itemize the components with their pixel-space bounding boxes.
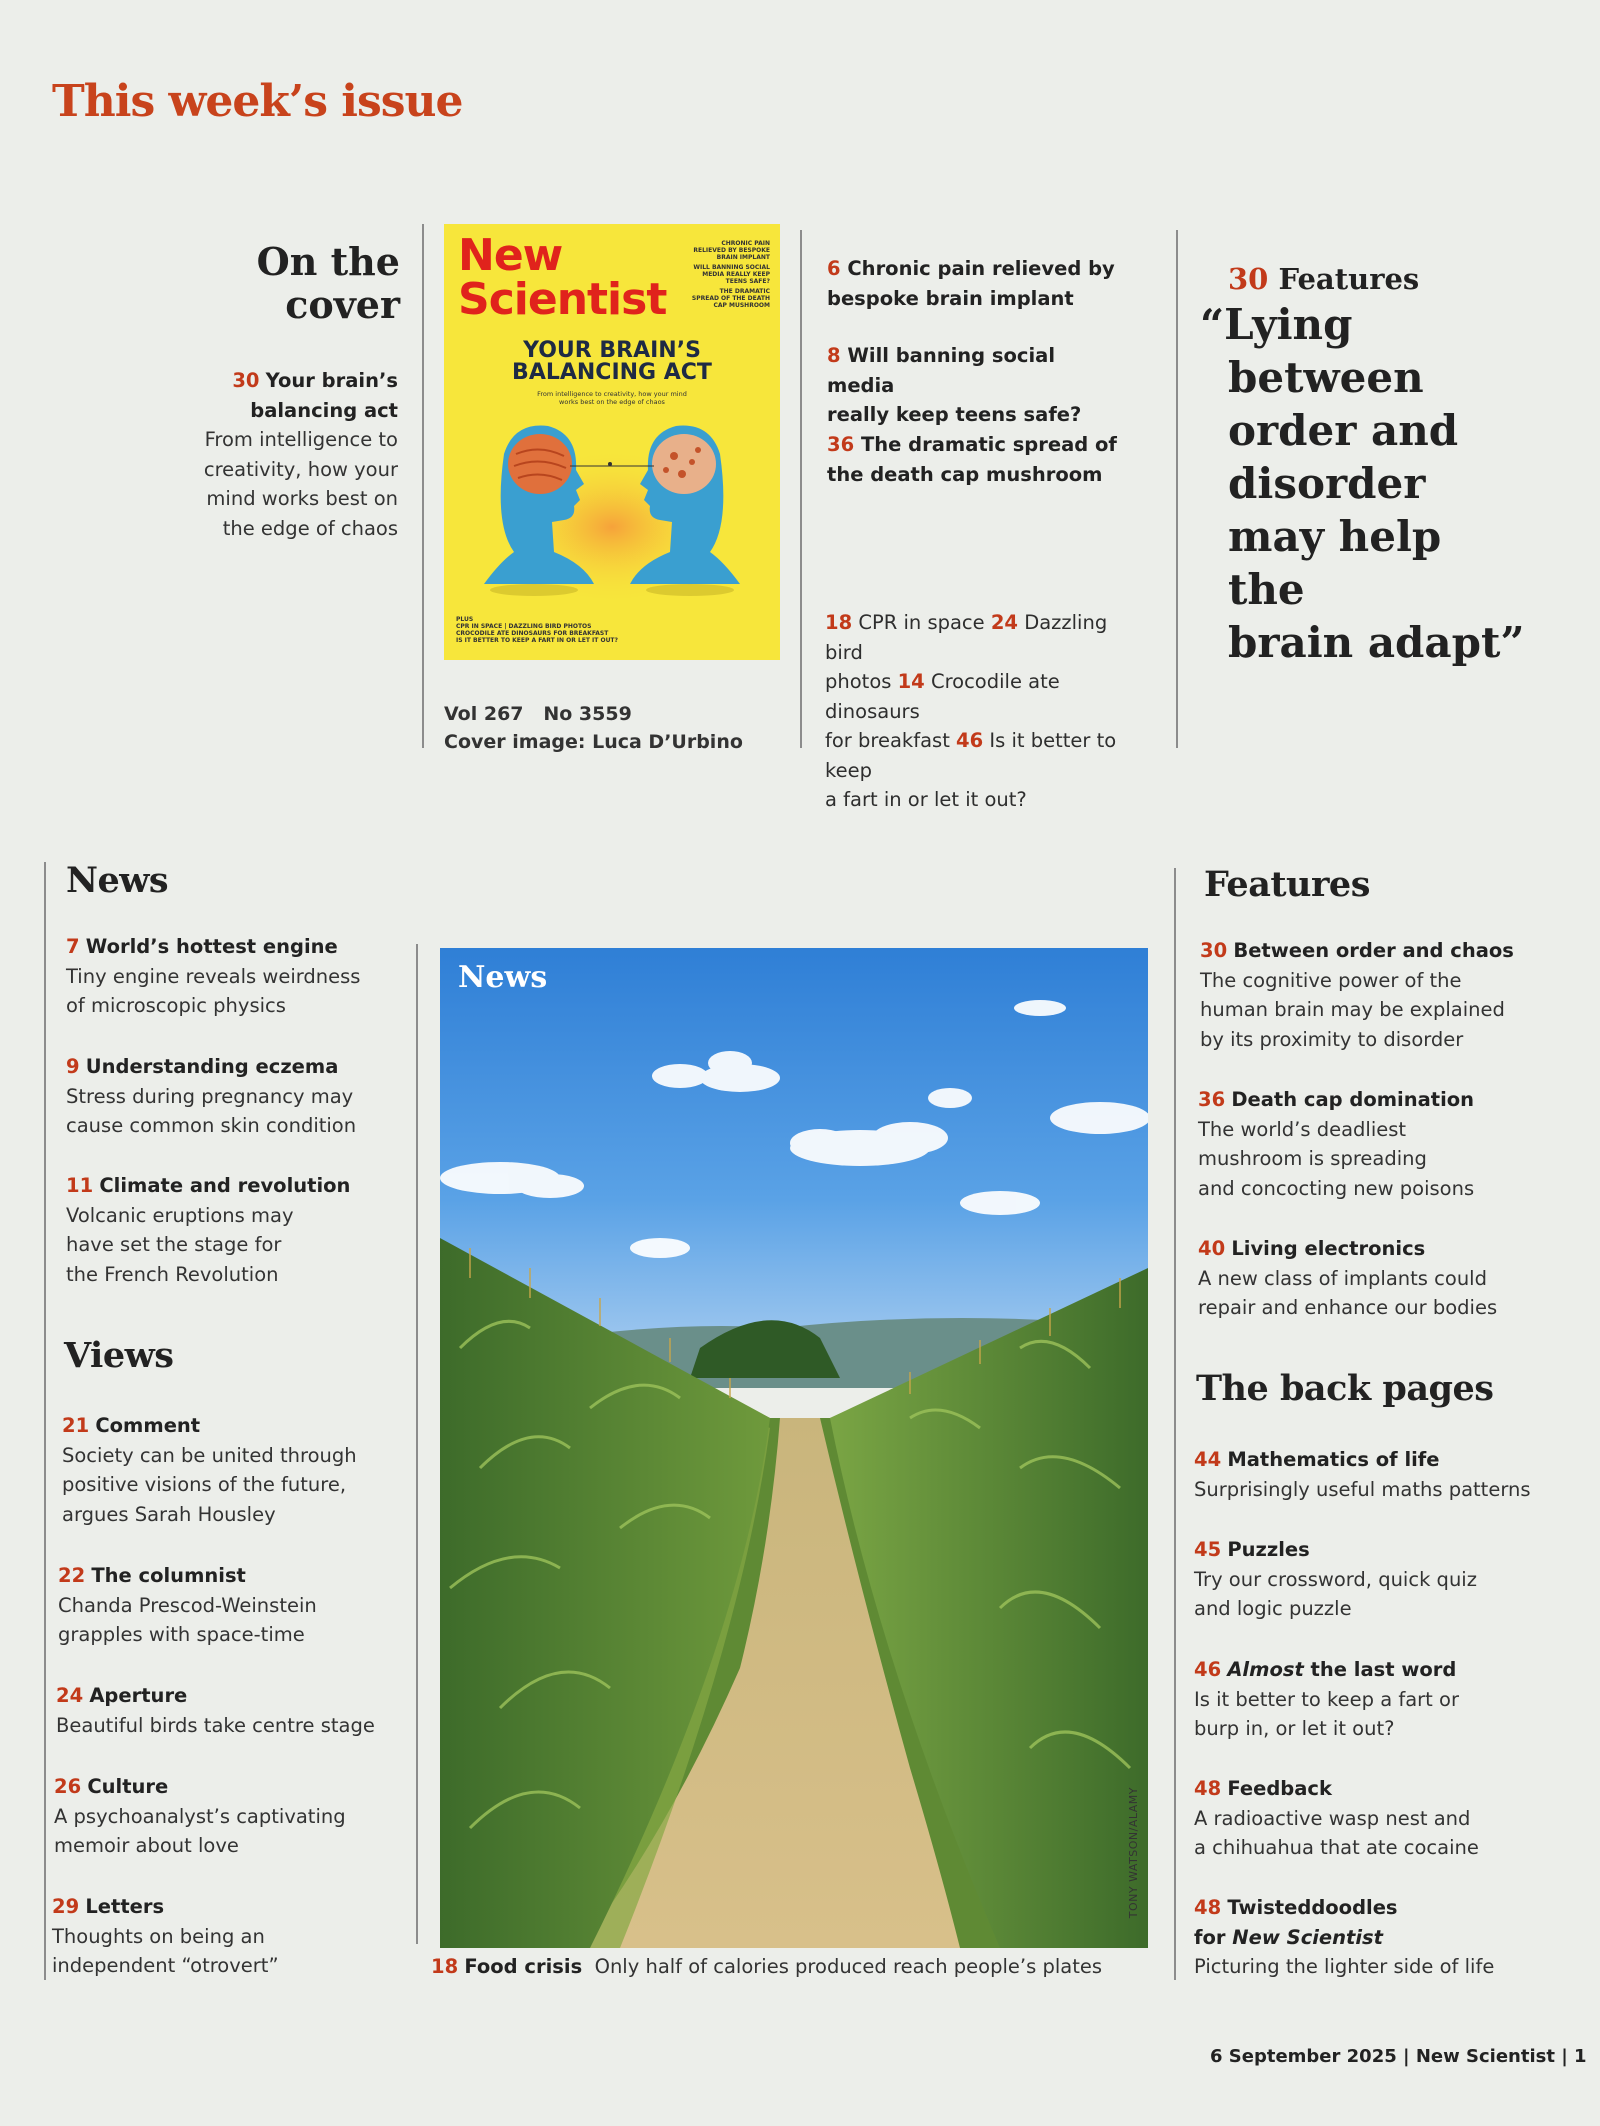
features-item-desc: A new class of implants could [1198, 1266, 1487, 1290]
news-item-desc: Tiny engine reveals weirdness [66, 964, 361, 988]
views-item-title: Aperture [89, 1684, 188, 1707]
back-pages-item-title: Twisteddoodles [1227, 1896, 1398, 1919]
cover-teaser: CAP MUSHROOM [713, 302, 770, 309]
cover-story-line-1: Will banning social media [827, 344, 1056, 397]
title-prefix: for [1194, 1925, 1233, 1949]
news-item-desc: of microscopic physics [66, 994, 286, 1017]
news-item-desc: have set the stage for [66, 1233, 282, 1256]
page-number: 21 [62, 1414, 90, 1437]
quote-line: between [1228, 353, 1424, 402]
quote-line: “Lying [1200, 300, 1353, 349]
back-pages-item-title: Feedback [1227, 1777, 1332, 1800]
column-divider [1174, 868, 1176, 1980]
column-divider [800, 230, 802, 748]
page-number: 40 [1198, 1237, 1226, 1260]
back-pages-item-title [1227, 1658, 1456, 1681]
views-item-desc: Thoughts on being an [52, 1924, 265, 1948]
cover-story-line-2: the death cap mushroom [827, 462, 1103, 486]
news-item-desc: Volcanic eruptions may [66, 1203, 294, 1227]
views-item-title: Culture [87, 1775, 169, 1798]
feature-quote-section: Features [1278, 262, 1420, 296]
more-title: photos [825, 670, 892, 693]
section-heading-back-pages: The back pages [1196, 1368, 1494, 1409]
section-heading-features: Features [1204, 864, 1370, 905]
news-photo-cornfield-path[interactable] [440, 948, 1148, 1948]
on-the-cover-heading-line-1: On the [256, 239, 400, 284]
cover-story-title [827, 254, 1127, 284]
cover-logo-line-2: Scientist [458, 274, 667, 325]
views-item-desc: memoir about love [54, 1834, 239, 1857]
features-item-desc: The cognitive power of the [1200, 968, 1462, 992]
cover-teaser: MEDIA REALLY KEEP [702, 271, 770, 278]
on-the-cover-heading [230, 240, 400, 326]
more-line-4: a fart in or let it out? [825, 788, 1027, 811]
page-number: 26 [54, 1775, 82, 1798]
page-number: 22 [58, 1564, 86, 1587]
more-title: Dazzling bird [825, 611, 1108, 664]
back-pages-item-title: Puzzles [1227, 1538, 1310, 1561]
cover-lead-desc-4: the edge of chaos [222, 516, 398, 540]
features-item[interactable] [1200, 936, 1514, 1054]
back-pages-item[interactable] [1194, 1535, 1477, 1624]
title-emphasis: New Scientist [1232, 1925, 1383, 1949]
back-pages-item[interactable] [1194, 1445, 1531, 1504]
column-divider [1176, 230, 1178, 748]
back-pages-item-desc: Try our crossword, quick quiz [1194, 1567, 1477, 1591]
news-item-title: World’s hottest engine [85, 935, 338, 958]
more-title: for breakfast [825, 729, 950, 752]
more-line-2 [825, 667, 1145, 726]
cover-story-title [827, 341, 1127, 400]
cover-lead-desc-1: From intelligence to [204, 428, 398, 451]
views-item-desc: grapples with space-time [58, 1623, 305, 1646]
back-pages-item[interactable] [1194, 1655, 1459, 1744]
views-item-title: Letters [85, 1895, 165, 1918]
cover-story-36[interactable] [827, 430, 1127, 489]
news-item[interactable] [66, 932, 360, 1021]
page-number: 7 [66, 935, 80, 958]
page-number: 30 [1228, 262, 1269, 296]
photo-section-label: News [458, 960, 548, 995]
cover-story-8[interactable] [827, 341, 1127, 430]
back-pages-item-desc: A radioactive wasp nest and [1194, 1806, 1471, 1830]
back-pages-item-desc: and logic puzzle [1194, 1597, 1352, 1620]
page-number: 45 [1194, 1538, 1222, 1561]
features-item[interactable] [1198, 1085, 1474, 1203]
page-number: 24 [990, 611, 1018, 634]
page-number: 30 [232, 369, 260, 392]
more-title: Is it better to keep [825, 729, 1117, 782]
page-number: 11 [66, 1174, 94, 1197]
back-pages-item-desc: Picturing the lighter side of life [1194, 1955, 1495, 1978]
cover-logo [458, 230, 667, 325]
page-title: This week’s issue [52, 76, 463, 127]
cover-lead-story [150, 366, 398, 543]
more-line-1 [825, 608, 1145, 667]
cover-subhead-line-2: works best on the edge of chaos [559, 398, 665, 406]
features-item[interactable] [1198, 1234, 1497, 1323]
cover-story-line-2: bespoke brain implant [827, 286, 1074, 310]
cover-story-line-1: Chronic pain relieved by [847, 257, 1115, 280]
views-item-desc: Chanda Prescod-Weinstein [58, 1593, 317, 1617]
feature-quote-label [1228, 262, 1419, 296]
back-pages-item-desc: Is it better to keep a fart or [1194, 1687, 1459, 1711]
page-number: 18 [825, 611, 853, 634]
section-heading-views: Views [64, 1335, 174, 1376]
views-item-title: Comment [95, 1414, 201, 1437]
cover-lead-desc-2: creativity, how your [203, 457, 398, 481]
cover-lead-title: Your brain’s [265, 369, 398, 392]
features-item-title: Living electronics [1231, 1237, 1426, 1260]
views-item-desc: positive visions of the future, [62, 1473, 347, 1496]
title-emphasis: Almost [1227, 1658, 1304, 1681]
news-item[interactable] [66, 1171, 350, 1289]
page-number: 36 [827, 433, 855, 456]
cover-lead-desc-3: mind works best on [206, 487, 398, 510]
title-rest: the last word [1303, 1658, 1457, 1681]
cover-headline-line-2: BALANCING ACT [512, 360, 712, 385]
cover-teaser: THE DRAMATIC [719, 288, 770, 295]
page-number: 8 [827, 344, 841, 367]
cover-plus-line: PLUS [456, 616, 474, 623]
quote-line: may help the [1228, 512, 1442, 614]
column-divider [422, 224, 424, 748]
page-number: 44 [1194, 1448, 1222, 1471]
cover-plus-line: IS IT BETTER TO KEEP A FART IN OR LET IT OUT? [456, 637, 619, 644]
cover-illustration-two-heads [444, 414, 780, 604]
page-number: 48 [1194, 1896, 1222, 1919]
page-number: 14 [897, 670, 925, 693]
news-item[interactable] [66, 1052, 356, 1141]
more-title: Crocodile ate dinosaurs [825, 670, 1060, 723]
page-number: 36 [1198, 1088, 1226, 1111]
page-number: 9 [66, 1055, 80, 1078]
feature-pull-quote [1200, 298, 1530, 669]
cover-subhead-line-1: From intelligence to creativity, how your mind [537, 390, 687, 398]
views-item[interactable] [52, 1892, 279, 1981]
cover-teaser: RELIEVED BY BESPOKE [693, 247, 770, 254]
magazine-cover[interactable] [444, 224, 780, 660]
back-pages-item-title: Mathematics of life [1227, 1448, 1440, 1471]
quote-line: disorder [1228, 459, 1426, 508]
page-folio: 6 September 2025 | New Scientist | 1 [1210, 2046, 1587, 2067]
page-number: 18 [431, 1955, 459, 1978]
news-item-desc: Stress during pregnancy may [66, 1084, 354, 1108]
cover-teaser: BRAIN IMPLANT [716, 254, 770, 261]
page-number: 46 [1194, 1658, 1222, 1681]
page-number: 48 [1194, 1777, 1222, 1800]
cover-headline [444, 340, 780, 384]
cover-lead-title-line-2: balancing act [250, 398, 398, 422]
cover-credit: Cover image: Luca D’Urbino [444, 731, 743, 753]
views-item[interactable] [62, 1411, 357, 1529]
views-item-desc: independent “otrovert” [52, 1954, 279, 1977]
back-pages-item-desc: Surprisingly useful maths patterns [1194, 1477, 1531, 1501]
cover-plus-line: CPR IN SPACE | DAZZLING BIRD PHOTOS [456, 623, 592, 630]
views-item-desc: argues Sarah Housley [62, 1502, 276, 1526]
more-line-3 [825, 726, 1145, 785]
cover-subhead [504, 390, 720, 406]
features-item-desc: repair and enhance our bodies [1198, 1296, 1498, 1319]
cover-teaser: WILL BANNING SOCIAL [693, 264, 770, 271]
features-item-title: Between order and chaos [1233, 939, 1514, 962]
column-divider [416, 944, 418, 1944]
cornfield-path-photo [440, 948, 1148, 1948]
cover-logo-line-1: New [458, 230, 563, 281]
views-item[interactable] [58, 1561, 317, 1650]
news-item-title: Climate and revolution [99, 1174, 351, 1197]
cover-story-line-1: The dramatic spread of [860, 433, 1117, 456]
page-number: 46 [956, 729, 984, 752]
views-item-desc: A psychoanalyst’s captivating [54, 1804, 346, 1828]
back-pages-item-desc: burp in, or let it out? [1194, 1717, 1395, 1740]
cover-teaser: CHRONIC PAIN [721, 240, 770, 247]
news-item-title: Understanding eczema [85, 1055, 339, 1078]
column-divider [44, 862, 46, 1980]
features-item-title: Death cap domination [1231, 1088, 1475, 1111]
cover-story-title [827, 430, 1127, 460]
photo-caption [431, 1955, 1102, 1978]
page-number: 6 [827, 257, 841, 280]
on-the-cover-heading-line-2: cover [285, 282, 400, 327]
photo-caption-text: Only half of calories produced reach people’s plates [594, 1955, 1102, 1978]
cover-story-line-2: really keep teens safe? [827, 403, 1082, 426]
more-title: CPR in space [858, 611, 985, 634]
news-item-desc: the French Revolution [66, 1262, 279, 1286]
photo-credit: TONY WATSON/ALAMY [1127, 1786, 1140, 1918]
back-pages-item-title-line-2 [1194, 1923, 1494, 1953]
cover-teaser: SPREAD OF THE DEATH [691, 295, 770, 302]
news-item-desc: cause common skin condition [66, 1114, 357, 1137]
quote-line: order and [1228, 406, 1459, 455]
views-item[interactable] [54, 1772, 346, 1861]
cover-teasers [664, 240, 770, 309]
cover-story-6[interactable] [827, 254, 1127, 313]
cover-plus-teasers [456, 616, 656, 644]
photo-caption-title: Food crisis [464, 1955, 583, 1978]
views-item-desc: Beautiful birds take centre stage [56, 1713, 375, 1737]
section-heading-news: News [66, 860, 169, 901]
views-item-desc: Society can be united through [62, 1443, 357, 1467]
features-item-desc: human brain may be explained [1200, 998, 1505, 1021]
features-item-desc: mushroom is spreading [1198, 1147, 1427, 1170]
back-pages-item[interactable] [1194, 1893, 1494, 1982]
features-item-desc: by its proximity to disorder [1200, 1027, 1464, 1051]
cover-headline-line-1: YOUR BRAIN’S [523, 338, 701, 363]
cover-story-more [825, 608, 1145, 815]
quote-line: brain adapt” [1228, 618, 1525, 667]
back-pages-item[interactable] [1194, 1774, 1479, 1863]
features-item-desc: and concocting new poisons [1198, 1176, 1475, 1200]
cover-teaser: TEENS SAFE? [725, 278, 770, 285]
views-item[interactable] [56, 1681, 375, 1740]
views-item-title: The columnist [91, 1564, 246, 1587]
cover-plus-line: CROCODILE ATE DINOSAURS FOR BREAKFAST [456, 630, 609, 637]
page-number: 29 [52, 1895, 80, 1918]
page-number: 30 [1200, 939, 1228, 962]
features-item-desc: The world’s deadliest [1198, 1117, 1407, 1141]
volume-number: Vol 267 No 3559 [444, 703, 632, 725]
cover-lead-title-line-1 [150, 366, 398, 396]
back-pages-item-desc: a chihuahua that ate cocaine [1194, 1836, 1479, 1859]
page-number: 24 [56, 1684, 84, 1707]
cover-info [444, 700, 743, 756]
